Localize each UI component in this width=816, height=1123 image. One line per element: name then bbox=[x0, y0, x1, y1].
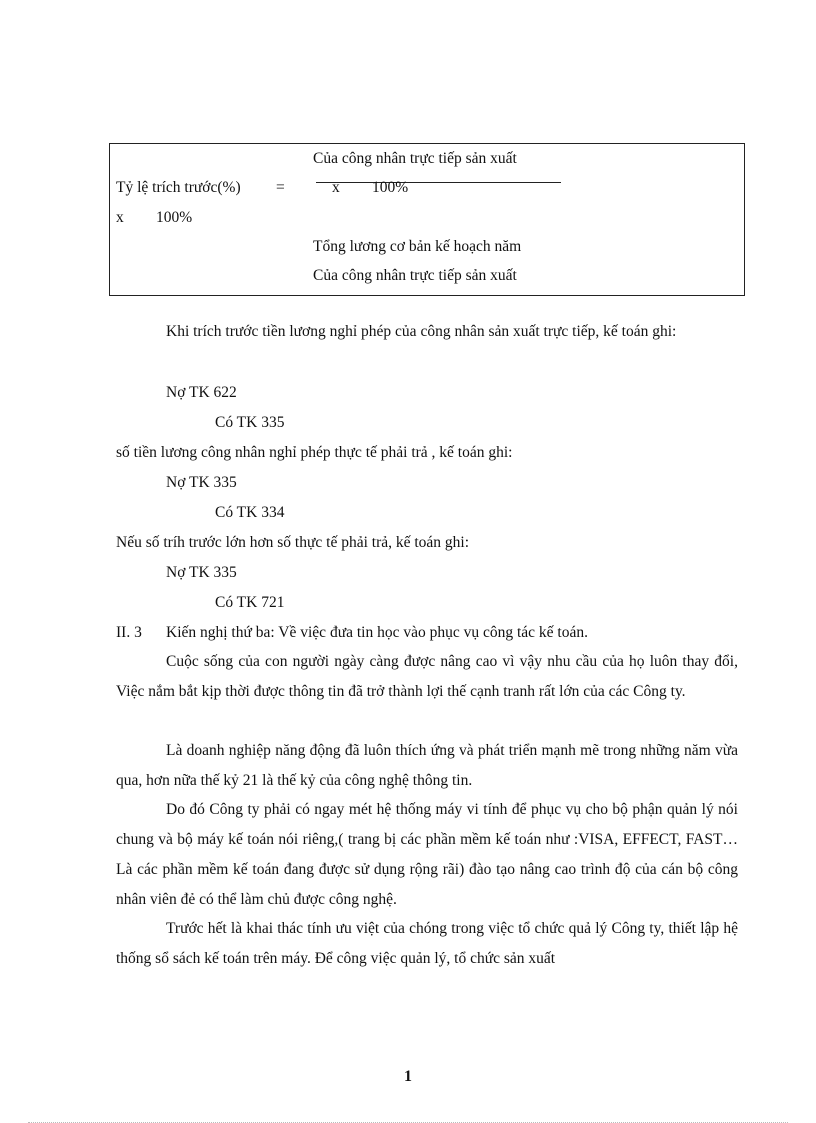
section-title: Kiến nghị thứ ba: Về việc đưa tin học vào phục vụ công tác kế toán. bbox=[166, 624, 588, 641]
entry3-credit: Có TK 721 bbox=[215, 594, 285, 611]
entry2-credit: Có TK 334 bbox=[215, 504, 285, 521]
entry1-credit: Có TK 335 bbox=[215, 414, 285, 431]
entry2-debit: Nợ TK 335 bbox=[166, 474, 237, 491]
paragraph-actual-leave-pay: số tiền lương công nhân nghỉ phép thực tế phải trả , kế toán ghi: bbox=[116, 444, 513, 461]
paragraph-market: Cuộc sống của con người ngày càng được nâng cao vì vậy nhu cầu của họ luôn thay đổi, Việc nắm bắt kịp thời được thông tin đã trở thành lợi thế cạnh tranh rất lớn của các Công ty. bbox=[116, 653, 738, 700]
section-number: II. 3 bbox=[116, 624, 142, 641]
formula-equals: = bbox=[276, 179, 285, 196]
paragraph-computers: Do đó Công ty phải có ngay mét hệ thống máy vi tính để phục vụ cho bộ phận quản lý nói chung và bộ máy kế toán nói riêng,( trang bị các phần mềm kế toán như :VISA, EFFECT, FAST…Là các phần mềm kế toán đang được sử dụng rộng rãi) đào tạo nâng cao trình độ của cán bộ công nhân viên đẻ có thể làm chủ được công nghệ. bbox=[116, 801, 738, 908]
page-number: 1 bbox=[404, 1068, 412, 1085]
entry3-debit: Nợ TK 335 bbox=[166, 564, 237, 581]
formula-times-mid: x bbox=[332, 179, 340, 196]
formula-percent-left: 100% bbox=[156, 209, 193, 226]
formula-label: Tỷ lệ trích trước(%) bbox=[116, 179, 241, 196]
paragraph-excess-accrual: Nếu số tríh trước lớn hơn số thực tế phải trả, kế toán ghi: bbox=[116, 534, 470, 551]
formula-denominator-line2: Của công nhân trực tiếp sản xuất bbox=[313, 267, 517, 284]
entry1-debit: Nợ TK 622 bbox=[166, 384, 237, 401]
fraction-bar bbox=[316, 182, 561, 183]
formula-percent-mid: 100% bbox=[372, 179, 409, 196]
paragraph-exploit: Trước hết là khai thác tính ưu việt của chóng trong việc tổ chức quả lý Công ty, thiết lập hệ thống sổ sách kế toán trên máy. Để công việc quản lý, tổ chức sản xuất bbox=[116, 920, 738, 967]
paragraph-company: Là doanh nghiệp năng động đã luôn thích ứng và phát triển mạnh mẽ trong những năm vừa qua, hơn nữa thế kỷ 21 là thế kỷ của công nghệ thông tin. bbox=[116, 742, 738, 789]
paragraph-accrual: Khi trích trước tiền lương nghỉ phép của công nhân sản xuất trực tiếp, kế toán ghi: bbox=[166, 323, 677, 340]
formula-denominator-line1: Tổng lương cơ bản kế hoạch năm bbox=[313, 238, 522, 255]
formula-times-left: x bbox=[116, 209, 124, 226]
formula-numerator: Của công nhân trực tiếp sản xuất bbox=[313, 150, 517, 167]
formula-box bbox=[109, 143, 745, 296]
